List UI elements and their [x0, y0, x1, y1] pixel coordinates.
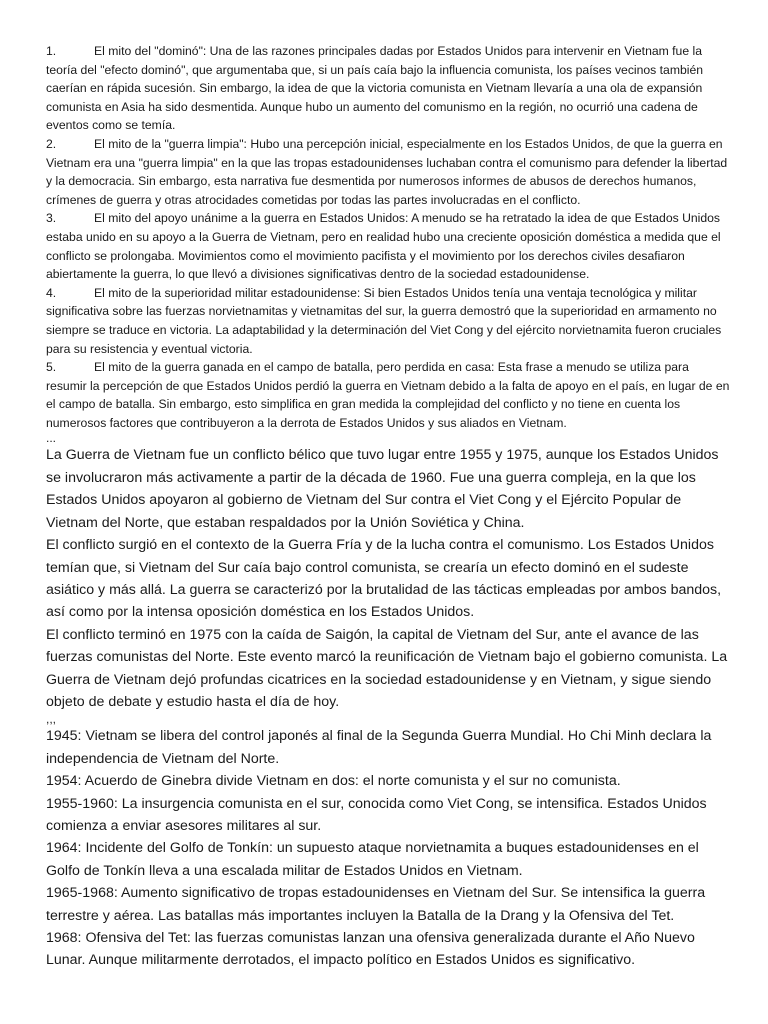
list-item-text: El mito del apoyo unánime a la guerra en Estados Unidos: A menudo se ha retratado la idea de que Estados Unidos estaba unido en su apoyo a la Guerra de Vietnam, pero en realidad hubo una creciente oposición doméstica a medida que el conflicto se prolongaba. Movimientos como el movimiento pacifista y el movimiento por los derechos civiles desafiaron abiertamente la guerra, lo que llevó a divisiones significativas dentro de la sociedad estadounidense.: [46, 211, 721, 282]
list-item-text: El mito de la guerra ganada en el campo de batalla, pero perdida en casa: Esta frase a menudo se utiliza para resumir la percepción de que Estados Unidos perdió la guerra en Vietnam debido a la falta de apoyo en el país, en lugar de en el campo de batalla. Sin embargo, esto simplifica en gran medida la complejidad del conflicto y no tiene en cuenta los numerosos factores que contribuyeron a la derrota de Estados Unidos y sus aliados en Vietnam.: [46, 360, 730, 430]
list-item: [46, 42, 732, 135]
list-item-number: 3.: [46, 211, 57, 226]
section-separator: ,,,: [46, 712, 57, 727]
timeline-section: [46, 725, 732, 971]
list-item-number: 1.: [46, 44, 57, 58]
list-item-text: El mito de la "guerra limpia": Hubo una percepción inicial, especialmente en los Estados Unidos, de que la guerra en Vietnam era una "guerra limpia" en la que las tropas estadounidenses luchaban contra el comunismo para defender la libertad y la democracia. Sin embargo, esta narrativa fue desmentida por numerosos informes de abusos de derechos humanos, crímenes de guerra y otras atrocidades cometidas por todas las partes involucradas en el conflicto.: [46, 136, 728, 207]
list-item-number: 2.: [46, 136, 57, 151]
summary-paragraph: El conflicto terminó en 1975 con la caída de Saigón, la capital de Vietnam del Sur, ante el avance de las fuerzas comunistas del Norte. Este evento marcó la reunificación de Vietnam bajo el gobierno comunista. La Guerra de Vietnam dejó profundas cicatrices en la sociedad estadounidense y en Vietnam, y sigue siendo objeto de debate y estudio hasta el día de hoy.: [46, 626, 728, 710]
list-item-text: El mito del "dominó": Una de las razones principales dadas por Estados Unidos para intervenir en Vietnam fue la teoría del "efecto dominó", que argumentaba que, si un país caía bajo la influencia comunista, los países vecinos también caerían en rápida sucesión. Sin embargo, la idea de que la victoria comunista en Vietnam llevaría a una ola de expansión comunista en Asia ha sido desmentida. Aunque hubo un aumento del comunismo en la región, no ocurrió una cadena de eventos como se temía.: [46, 44, 704, 133]
list-item-text: El mito de la superioridad militar estadounidense: Si bien Estados Unidos tenía una ventaja tecnológica y militar significativa sobre las fuerzas norvietnamitas y vietnamitas del sur, la guerra demostró que la superioridad en armamento no siempre se traduce en victoria. La adaptabilidad y la determinación del Viet Cong y del ejército norvietnamita fueron cruciales para su resistencia y eventual victoria.: [46, 285, 722, 356]
summary-paragraph: El conflicto surgió en el contexto de la Guerra Fría y de la lucha contra el comunismo. Los Estados Unidos temían que, si Vietnam del Sur caía bajo control comunista, se crearía un efecto dominó en el sudeste asiático y más allá. La guerra se caracterizó por la brutalidad de las tácticas empleadas por ambos bandos, así como por la intensa oposición doméstica en los Estados Unidos.: [46, 537, 722, 621]
list-item: [46, 135, 732, 209]
section-separator: ...: [46, 431, 57, 446]
timeline-entry: 1965-1968: Aumento significativo de tropas estadounidenses en Vietnam del Sur. Se intensifica la guerra terrestre y aérea. Las batallas más importantes incluyen la Batalla de Ia Drang y la Ofensiva del Tet.: [46, 885, 706, 924]
list-item: [46, 209, 732, 283]
timeline-entry: 1955-1960: La insurgencia comunista en el sur, conocida como Viet Cong, se intensifica. Estados Unidos comienza a enviar asesores militares al sur.: [46, 795, 707, 834]
summary-paragraph: La Guerra de Vietnam fue un conflicto bélico que tuvo lugar entre 1955 y 1975, aunque los Estados Unidos se involucraron más activamente a partir de la década de 1960. Fue una guerra compleja, en la que los Estados Unidos apoyaron al gobierno de Vietnam del Sur contra el Viet Cong y el Ejército Popular de Vietnam del Norte, que estaban respaldados por la Unión Soviética y China.: [46, 447, 719, 531]
list-item: [46, 358, 732, 432]
myths-list: [46, 42, 732, 432]
list-item: [46, 284, 732, 358]
list-item-number: 4.: [46, 285, 57, 300]
timeline-entry: 1964: Incidente del Golfo de Tonkín: un supuesto ataque norvietnamita a buques estadounidenses en el Golfo de Tonkín lleva a una escalada militar de Estados Unidos en Vietnam.: [46, 840, 699, 879]
timeline-entry: 1945: Vietnam se libera del control japonés al final de la Segunda Guerra Mundial. Ho Chi Minh declara la independencia de Vietnam del Norte.: [46, 728, 712, 767]
summary-section: [46, 444, 732, 713]
timeline-entry: 1954: Acuerdo de Ginebra divide Vietnam en dos: el norte comunista y el sur no comunista.: [46, 773, 621, 790]
timeline-entry: 1968: Ofensiva del Tet: las fuerzas comunistas lanzan una ofensiva generalizada durante el Año Nuevo Lunar. Aunque militarmente derrotados, el impacto político en Estados Unidos es significativo.: [46, 930, 695, 969]
list-item-number: 5.: [46, 360, 57, 375]
